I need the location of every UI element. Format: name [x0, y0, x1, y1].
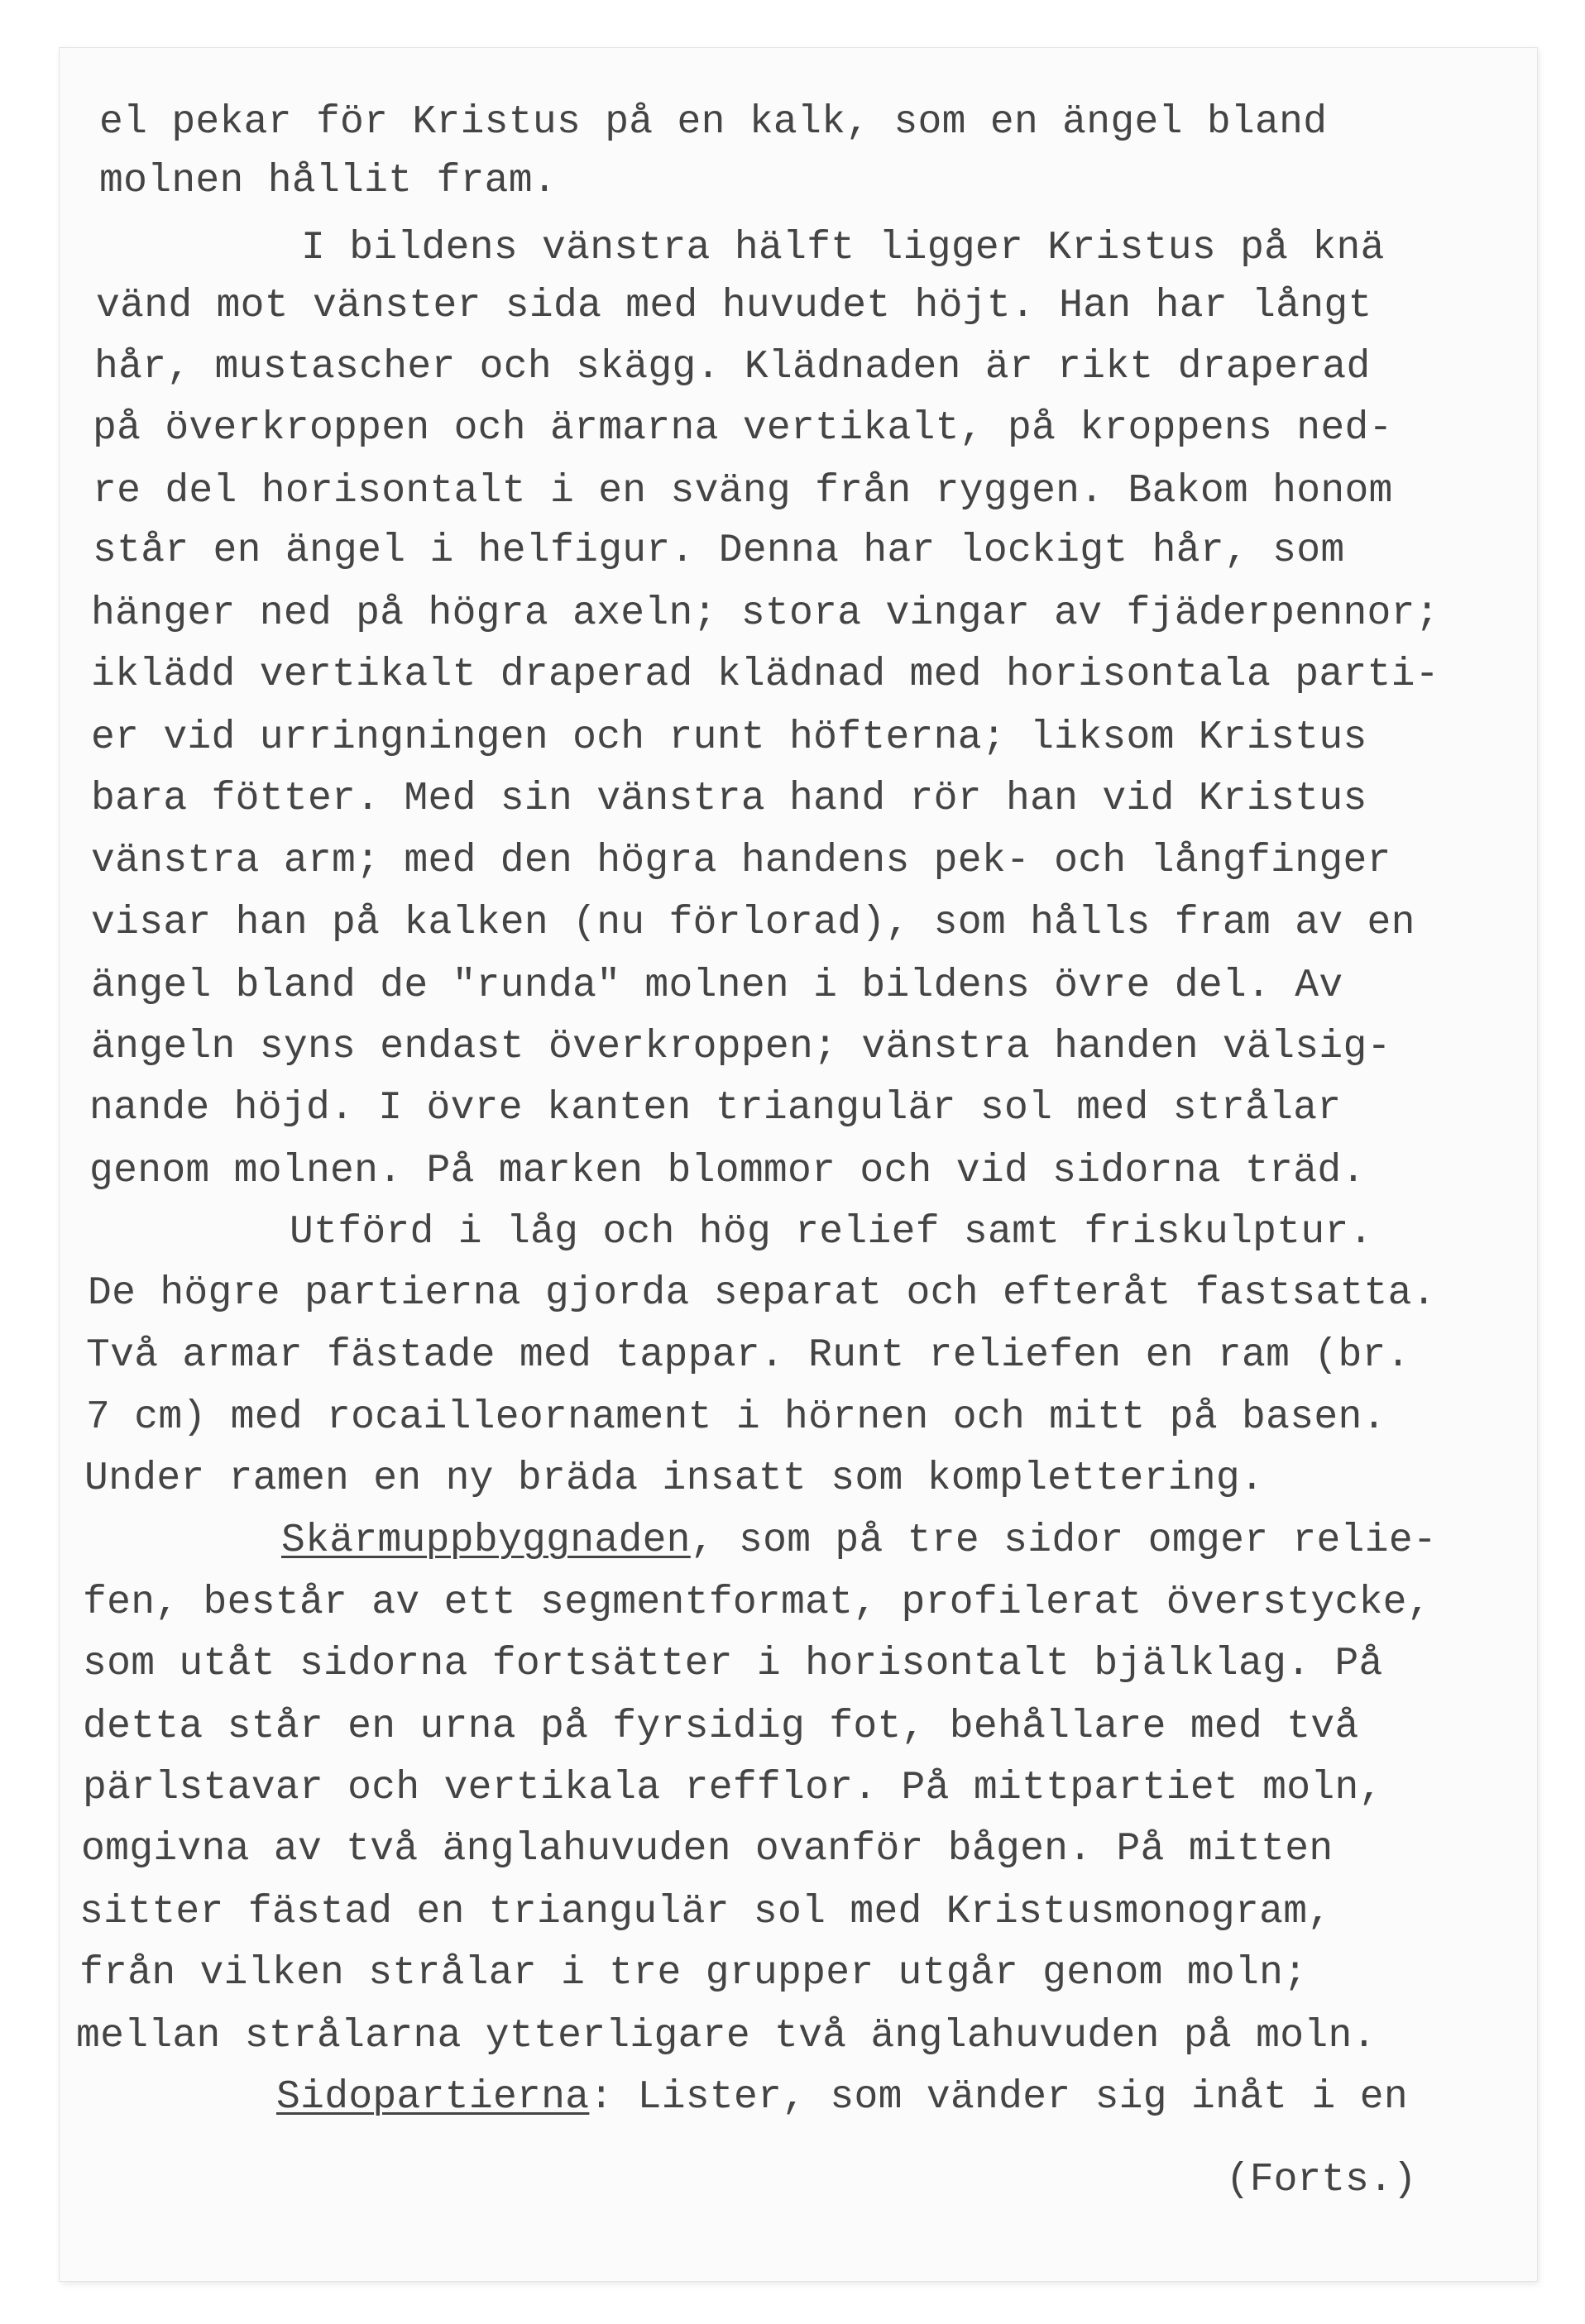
text-line-24 [281, 1518, 1437, 1564]
text-line-18: genom molnen. På marken blommor och vid sidorna träd. [89, 1149, 1366, 1193]
heading-skarmuppbyggnaden: Skärmuppbyggnaden [281, 1518, 691, 1563]
heading-sidopartierna: Sidopartierna [276, 2075, 590, 2120]
text-line-22: 7 cm) med rocailleornament i hörnen och mitt på basen. [86, 1395, 1386, 1440]
text-line-1: el pekar för Kristus på en kalk, som en ängel bland [99, 100, 1328, 145]
text-line-30: sitter fästad en triangulär sol med Kristusmonogram, [79, 1890, 1332, 1934]
text-line-32: mellan strålarna ytterligare två änglahuvuden på moln. [76, 2014, 1377, 2059]
text-line-19: Utförd i låg och hög relief samt friskulptur. [290, 1210, 1373, 1255]
text-line-33-rest: : Lister, som vänder sig inåt i en [589, 2075, 1408, 2120]
text-line-5: hår, mustascher och skägg. Klädnaden är rikt draperad [94, 345, 1371, 390]
text-line-2: molnen hållit fram. [99, 159, 557, 203]
text-line-28: pärlstavar och vertikala refflor. På mittpartiet moln, [83, 1766, 1383, 1810]
text-line-27: detta står en urna på fyrsidig fot, behållare med två [83, 1705, 1359, 1749]
text-line-7: re del horisontalt i en sväng från ryggen. Bakom honom [93, 469, 1393, 514]
text-line-9: hänger ned på högra axeln; stora vingar av fjäderpennor; [91, 591, 1439, 636]
text-line-10: iklädd vertikalt draperad klädnad med horisontala parti- [91, 653, 1439, 697]
text-line-16: ängeln syns endast överkroppen; vänstra handen välsig- [91, 1025, 1391, 1069]
text-line-17: nande höjd. I övre kanten triangulär sol med strålar [89, 1086, 1342, 1131]
text-line-31: från vilken strålar i tre grupper utgår genom moln; [79, 1951, 1308, 1996]
typewritten-page [60, 48, 1537, 2281]
continued-note: (Forts.) [1226, 2158, 1417, 2202]
text-line-13: vänstra arm; med den högra handens pek- och långfinger [91, 839, 1391, 883]
text-line-12: bara fötter. Med sin vänstra hand rör han vid Kristus [91, 777, 1367, 821]
text-line-4: vänd mot vänster sida med huvudet höjt. Han har långt [96, 284, 1372, 328]
text-line-11: er vid urringningen och runt höfterna; liksom Kristus [91, 715, 1367, 760]
text-line-23: Under ramen en ny bräda insatt som komplettering. [84, 1456, 1265, 1501]
text-line-8: står en ängel i helfigur. Denna har lockigt hår, som [93, 528, 1345, 573]
text-line-15: ängel bland de "runda" molnen i bildens övre del. Av [91, 964, 1343, 1008]
text-line-14: visar han på kalken (nu förlorad), som hålls fram av en [91, 901, 1415, 945]
text-line-24-rest: , som på tre sidor omger relie- [690, 1518, 1438, 1563]
text-line-25: fen, består av ett segmentformat, profilerat överstycke, [83, 1580, 1431, 1625]
text-line-29: omgivna av två änglahuvuden ovanför bågen. På mitten [81, 1827, 1334, 1872]
text-line-26: som utåt sidorna fortsätter i horisontalt bjälklag. På [83, 1642, 1383, 1686]
text-line-3: I bildens vänstra hälft ligger Kristus på knä [301, 226, 1385, 270]
text-line-21: Två armar fästade med tappar. Runt reliefen en ram (br. [86, 1333, 1410, 1378]
text-line-20: De högre partierna gjorda separat och efteråt fastsatta. [88, 1271, 1436, 1316]
text-line-33 [276, 2074, 1408, 2121]
text-line-6: på överkroppen och ärmarna vertikalt, på kroppens ned- [93, 406, 1393, 451]
